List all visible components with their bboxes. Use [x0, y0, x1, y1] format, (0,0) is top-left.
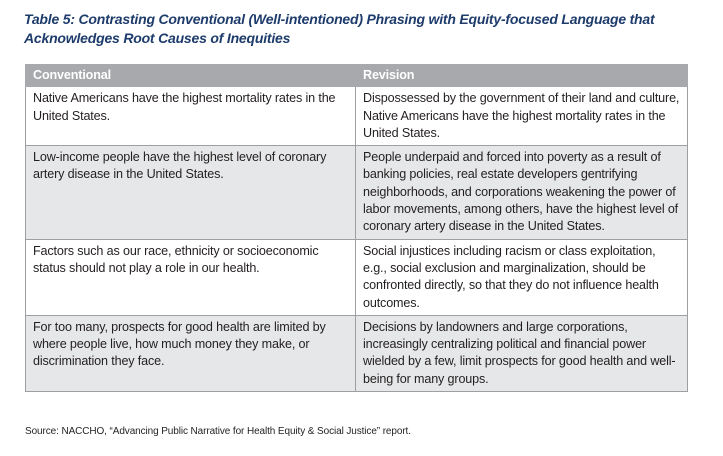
table-header-row [26, 64, 688, 87]
revision-cell: Social injustices including racism or class exploitation, e.g., social exclusion and marginalization, should be confronted directly, so that they do not influence health outcomes. [356, 239, 688, 315]
phrasing-comparison-table [25, 64, 688, 392]
conventional-cell: Native Americans have the highest mortality rates in the United States. [26, 87, 356, 145]
table-row [26, 146, 688, 239]
source-note: Source: NACCHO, “Advancing Public Narrative for Health Equity & Social Justice” report. [25, 426, 411, 437]
table-row [26, 315, 688, 391]
column-header-revision: Revision [356, 64, 688, 87]
revision-cell: Decisions by landowners and large corporations, increasingly centralizing political and financial power wielded by a few, limit prospects for good health and well-being for many groups. [356, 315, 688, 391]
conventional-cell: For too many, prospects for good health are limited by where people live, how much money they make, or discrimination they face. [26, 315, 356, 391]
table-row [26, 87, 688, 145]
revision-cell: People underpaid and forced into poverty as a result of banking policies, real estate developers gentrifying neighborhoods, and corporations weakening the power of labor movements, among others, have the highest level of coronary artery disease in the United States. [356, 146, 688, 239]
conventional-cell: Factors such as our race, ethnicity or socioeconomic status should not play a role in our health. [26, 239, 356, 315]
revision-cell: Dispossessed by the government of their land and culture, Native Americans have the highest mortality rates in the United States. [356, 87, 688, 145]
column-header-conventional: Conventional [26, 64, 356, 87]
table-row [26, 239, 688, 315]
conventional-cell: Low-income people have the highest level of coronary artery disease in the United States. [26, 146, 356, 239]
table-caption: Table 5: Contrasting Conventional (Well-intentioned) Phrasing with Equity-focused Language that Acknowledges Root Causes of Inequities [24, 11, 655, 46]
